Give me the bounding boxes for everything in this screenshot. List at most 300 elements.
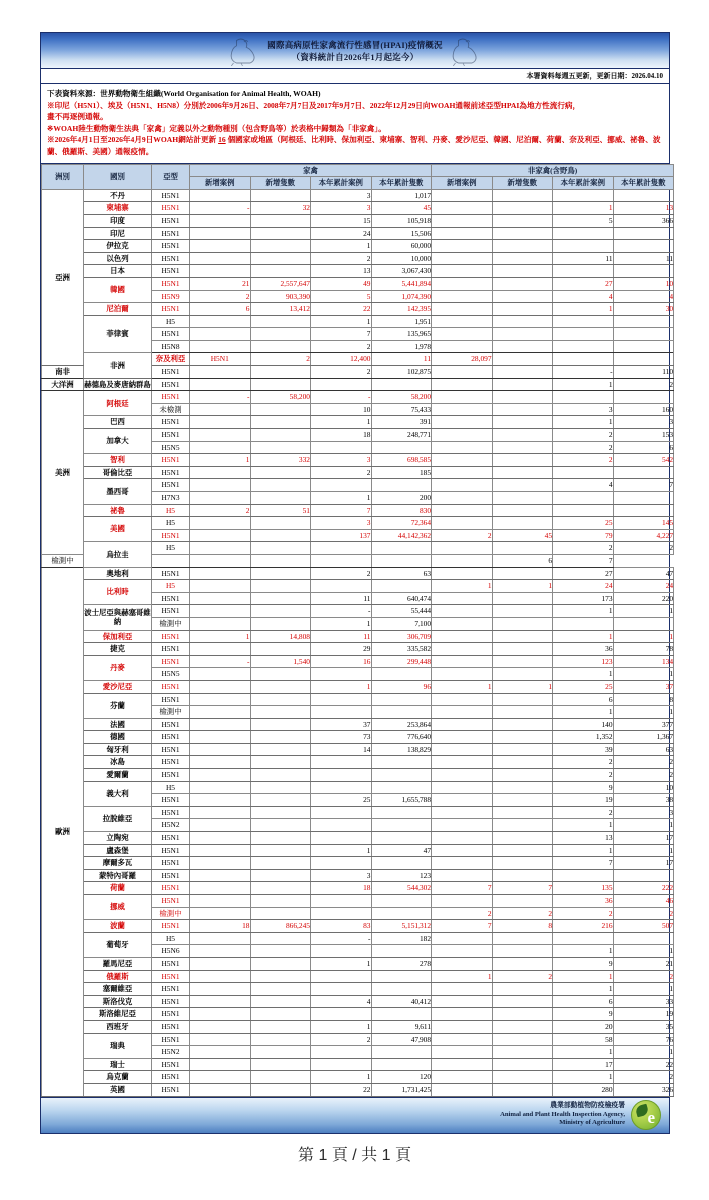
poultry-new-cases-cell — [190, 492, 251, 505]
poultry-new-cases-cell — [190, 1008, 251, 1021]
poultry-ytd-cases-cell — [311, 479, 372, 492]
nonpoultry-new-heads-cell — [492, 643, 553, 656]
poultry-new-cases-cell — [190, 781, 251, 794]
nonpoultry-ytd-heads-cell: 33 — [613, 995, 674, 1008]
poultry-ytd-cases-cell: 10 — [311, 403, 372, 416]
poultry-ytd-cases-cell: 25 — [311, 794, 372, 807]
poultry-ytd-heads-cell: 10,000 — [371, 252, 432, 265]
table-row — [42, 416, 674, 429]
th-wild-ytd-heads: 本年累計隻數 — [613, 177, 674, 190]
table-row — [42, 454, 674, 467]
country-cell: 柬埔寨 — [84, 202, 152, 215]
poultry-new-cases-cell — [190, 983, 251, 996]
nonpoultry-ytd-cases-cell: 1 — [553, 202, 614, 215]
nonpoultry-new-heads-cell — [492, 781, 553, 794]
nonpoultry-ytd-cases-cell: 2 — [553, 806, 614, 819]
table-row — [42, 756, 674, 769]
nonpoultry-new-heads-cell — [492, 743, 553, 756]
country-cell: 匈牙利 — [84, 743, 152, 756]
country-cell: 立陶宛 — [84, 832, 152, 845]
poultry-ytd-cases-cell: 73 — [311, 731, 372, 744]
poultry-new-cases-cell — [190, 328, 251, 341]
poultry-new-heads-cell — [250, 340, 311, 353]
country-cell: 加拿大 — [84, 429, 152, 454]
nonpoultry-new-heads-cell — [492, 340, 553, 353]
nonpoultry-new-cases-cell — [432, 957, 493, 970]
nonpoultry-ytd-cases-cell: 1 — [553, 668, 614, 681]
nonpoultry-new-heads-cell — [492, 303, 553, 316]
nonpoultry-new-cases-cell — [432, 781, 493, 794]
nonpoultry-new-cases-cell: 7 — [432, 920, 493, 933]
nonpoultry-new-heads-cell — [492, 290, 553, 303]
poultry-new-cases-cell: - — [190, 202, 251, 215]
nonpoultry-ytd-cases-cell — [553, 227, 614, 240]
table-row — [42, 202, 674, 215]
nonpoultry-ytd-heads-cell: 7 — [553, 554, 614, 567]
poultry-ytd-cases-cell: 1 — [311, 492, 372, 505]
nonpoultry-new-heads-cell — [492, 1083, 553, 1096]
country-cell: 巴西 — [84, 416, 152, 429]
continent-cell: 歐洲 — [42, 567, 84, 1096]
nonpoultry-new-heads-cell — [492, 189, 553, 202]
country-cell: 烏拉圭 — [84, 542, 152, 567]
nonpoultry-ytd-cases-cell: 140 — [553, 718, 614, 731]
poultry-new-cases-cell — [190, 1046, 251, 1059]
nonpoultry-ytd-cases-cell: 2 — [553, 454, 614, 467]
poultry-ytd-heads-cell: 102,875 — [371, 366, 432, 379]
poultry-new-heads-cell — [250, 492, 311, 505]
hpai-outbreak-table — [41, 164, 674, 1097]
chicken-icon — [221, 36, 267, 66]
subtype-cell: H5N1 — [152, 391, 190, 404]
poultry-new-cases-cell — [190, 416, 251, 429]
table-row — [42, 277, 674, 290]
poultry-ytd-cases-cell: 1 — [311, 844, 372, 857]
nonpoultry-ytd-heads-cell: 1 — [613, 983, 674, 996]
poultry-new-heads-cell — [250, 592, 311, 605]
nonpoultry-new-cases-cell — [432, 895, 493, 908]
subtype-cell: H5N1 — [152, 605, 190, 618]
country-cell: 盧森堡 — [84, 844, 152, 857]
nonpoultry-ytd-heads-cell — [613, 391, 674, 404]
subtype-cell: H5N1 — [152, 202, 190, 215]
subtype-cell: H5 — [152, 932, 190, 945]
poultry-new-cases-cell — [190, 542, 251, 555]
poultry-new-heads-cell — [250, 668, 311, 681]
poultry-ytd-cases-cell — [311, 781, 372, 794]
poultry-new-heads-cell — [250, 517, 311, 530]
table-row — [42, 995, 674, 1008]
poultry-new-cases-cell: - — [190, 391, 251, 404]
subtype-cell: H5N2 — [152, 1046, 190, 1059]
nonpoultry-ytd-cases-cell: 11 — [553, 252, 614, 265]
subtype-cell: H5N9 — [152, 290, 190, 303]
nonpoultry-ytd-heads-cell: 46 — [613, 895, 674, 908]
poultry-ytd-heads-cell — [371, 819, 432, 832]
nonpoultry-new-cases-cell — [432, 1071, 493, 1084]
country-cell: 波蘭 — [84, 920, 152, 933]
nonpoultry-ytd-cases-cell: 1 — [553, 378, 614, 391]
country-cell: 西班牙 — [84, 1020, 152, 1033]
subtype-cell: H5N1 — [152, 227, 190, 240]
nonpoultry-new-cases-cell: 7 — [432, 882, 493, 895]
poultry-ytd-cases-cell — [311, 806, 372, 819]
poultry-new-cases-cell — [190, 429, 251, 442]
table-row — [42, 517, 674, 530]
nonpoultry-ytd-heads-cell: 377 — [613, 718, 674, 731]
poultry-new-cases-cell — [190, 945, 251, 958]
table-row — [42, 869, 674, 882]
poultry-ytd-cases-cell: 24 — [311, 227, 372, 240]
nonpoultry-new-heads-cell — [492, 1020, 553, 1033]
nonpoultry-new-heads-cell — [492, 706, 553, 719]
poultry-ytd-cases-cell — [311, 580, 372, 593]
nonpoultry-new-cases-cell — [432, 806, 493, 819]
nonpoultry-new-cases-cell — [432, 844, 493, 857]
poultry-ytd-heads-cell: 142,395 — [371, 303, 432, 316]
poultry-ytd-heads-cell: 1,017 — [371, 189, 432, 202]
poultry-ytd-heads-cell: 72,364 — [371, 517, 432, 530]
nonpoultry-ytd-cases-cell — [553, 240, 614, 253]
nonpoultry-new-cases-cell — [492, 353, 553, 366]
poultry-ytd-cases-cell — [311, 542, 372, 555]
poultry-ytd-cases-cell: - — [311, 932, 372, 945]
nonpoultry-ytd-cases-cell — [553, 391, 614, 404]
nonpoultry-ytd-cases-cell: 1 — [553, 1046, 614, 1059]
nonpoultry-new-cases-cell: 1 — [432, 580, 493, 593]
nonpoultry-new-cases-cell — [432, 869, 493, 882]
table-row — [42, 655, 674, 668]
subtype-cell: H5N1 — [152, 857, 190, 870]
subtype-cell: H5N1 — [152, 529, 190, 542]
poultry-new-heads-cell — [250, 1033, 311, 1046]
nonpoultry-ytd-heads-cell: 78 — [613, 643, 674, 656]
nonpoultry-new-cases-cell — [432, 932, 493, 945]
nonpoultry-new-cases-cell — [432, 1083, 493, 1096]
poultry-new-heads-cell — [250, 416, 311, 429]
nonpoultry-new-heads-cell — [492, 403, 553, 416]
country-cell: 智利 — [84, 454, 152, 467]
poultry-new-heads-cell — [190, 554, 251, 567]
poultry-new-cases-cell — [190, 189, 251, 202]
country-cell: 阿根廷 — [84, 391, 152, 416]
nonpoultry-new-cases-cell — [432, 328, 493, 341]
poultry-new-heads-cell — [250, 617, 311, 630]
poultry-ytd-cases-cell: 11 — [311, 592, 372, 605]
poultry-ytd-cases-cell: 1 — [311, 957, 372, 970]
poultry-new-cases-cell — [190, 265, 251, 278]
nonpoultry-new-cases-cell — [432, 303, 493, 316]
subtype-cell: H5N1 — [152, 769, 190, 782]
country-cell: 蒙特內哥羅 — [84, 869, 152, 882]
poultry-ytd-cases-cell: 22 — [311, 1083, 372, 1096]
poultry-new-heads-cell — [250, 479, 311, 492]
nonpoultry-new-heads-cell — [492, 605, 553, 618]
poultry-new-heads-cell — [250, 957, 311, 970]
nonpoultry-new-heads-cell — [492, 655, 553, 668]
table-row — [42, 378, 674, 391]
note-update-count-value: 16 — [218, 135, 226, 145]
th-poultry-group: 家禽 — [190, 164, 432, 177]
poultry-new-cases-cell: 21 — [190, 277, 251, 290]
th-poultry-new-cases: 新增案例 — [190, 177, 251, 190]
subtype-cell: H5N1 — [152, 806, 190, 819]
nonpoultry-ytd-cases-cell — [553, 315, 614, 328]
poultry-new-heads-cell — [250, 1020, 311, 1033]
poultry-new-heads-cell — [250, 882, 311, 895]
poultry-ytd-heads-cell: 1,074,390 — [371, 290, 432, 303]
nonpoultry-ytd-heads-cell: 1 — [613, 706, 674, 719]
th-wild-ytd-cases: 本年累計案例 — [553, 177, 614, 190]
subtype-cell: H5 — [152, 315, 190, 328]
table-row — [42, 580, 674, 593]
poultry-new-cases-cell — [190, 592, 251, 605]
country-cell: 拉脫維亞 — [84, 806, 152, 831]
poultry-ytd-heads-cell — [371, 706, 432, 719]
th-poultry-ytd-cases: 本年累計案例 — [311, 177, 372, 190]
subtype-cell: 檢測中 — [152, 706, 190, 719]
poultry-ytd-heads-cell: 105,918 — [371, 214, 432, 227]
nonpoultry-new-cases-cell — [432, 617, 493, 630]
nonpoultry-ytd-heads-cell: 2 — [613, 970, 674, 983]
nonpoultry-new-heads-cell: 2 — [492, 907, 553, 920]
note-update-count — [47, 134, 663, 157]
nonpoultry-new-heads-cell — [492, 479, 553, 492]
poultry-ytd-cases-cell: 2 — [311, 252, 372, 265]
poultry-new-cases-cell — [190, 605, 251, 618]
th-wild-new-heads: 新增隻數 — [492, 177, 553, 190]
poultry-new-heads-cell: 866,245 — [250, 920, 311, 933]
nonpoultry-new-cases-cell — [432, 693, 493, 706]
nonpoultry-ytd-heads-cell: 220 — [613, 592, 674, 605]
poultry-ytd-cases-cell: 16 — [311, 655, 372, 668]
nonpoultry-new-heads-cell — [492, 617, 553, 630]
nonpoultry-new-heads-cell — [492, 630, 553, 643]
subtype-cell: H5 — [152, 504, 190, 517]
poultry-ytd-heads-cell: 1,951 — [371, 315, 432, 328]
table-row — [42, 303, 674, 316]
country-cell: 祕魯 — [84, 504, 152, 517]
poultry-new-heads-cell — [250, 680, 311, 693]
poultry-new-heads-cell — [250, 756, 311, 769]
nonpoultry-ytd-cases-cell: 1 — [553, 819, 614, 832]
poultry-new-heads-cell — [250, 366, 311, 379]
subtype-cell: H7N3 — [152, 492, 190, 505]
nonpoultry-new-cases-cell — [432, 605, 493, 618]
poultry-new-heads-cell — [250, 869, 311, 882]
poultry-new-cases-cell — [190, 932, 251, 945]
country-cell: 俄羅斯 — [84, 970, 152, 983]
country-cell: 摩爾多瓦 — [84, 857, 152, 870]
nonpoultry-ytd-heads-cell: 17 — [613, 832, 674, 845]
nonpoultry-ytd-heads-cell: 22 — [613, 1058, 674, 1071]
nonpoultry-ytd-heads-cell: 134 — [613, 655, 674, 668]
poultry-new-heads-cell — [250, 945, 311, 958]
country-cell: 愛沙尼亞 — [84, 680, 152, 693]
poultry-new-heads-cell: 332 — [250, 454, 311, 467]
table-row — [42, 1058, 674, 1071]
nonpoultry-new-cases-cell — [432, 1008, 493, 1021]
nonpoultry-ytd-heads-cell: 326 — [613, 1083, 674, 1096]
poultry-new-cases-cell — [190, 693, 251, 706]
poultry-ytd-heads-cell — [371, 756, 432, 769]
poultry-ytd-cases-cell: 1 — [311, 680, 372, 693]
nonpoultry-new-heads-cell — [492, 454, 553, 467]
subtype-cell: H5N1 — [152, 466, 190, 479]
nonpoultry-new-cases-cell: 2 — [432, 907, 493, 920]
poultry-ytd-heads-cell: 75,433 — [371, 403, 432, 416]
poultry-new-heads-cell — [250, 781, 311, 794]
subtype-cell: H5N1 — [152, 265, 190, 278]
country-cell: 伊拉克 — [84, 240, 152, 253]
nonpoultry-ytd-cases-cell: 1 — [553, 844, 614, 857]
nonpoultry-ytd-cases-cell: 2 — [553, 756, 614, 769]
nonpoultry-new-heads-cell — [492, 441, 553, 454]
nonpoultry-ytd-heads-cell: 2 — [613, 769, 674, 782]
subtype-cell: H5N5 — [152, 668, 190, 681]
table-row — [42, 1083, 674, 1096]
subtype-cell: H5N1 — [152, 731, 190, 744]
table-row — [42, 466, 674, 479]
nonpoultry-ytd-cases-cell: 3 — [553, 403, 614, 416]
nonpoultry-ytd-heads-cell — [613, 340, 674, 353]
nonpoultry-ytd-heads-cell: 10 — [613, 781, 674, 794]
poultry-ytd-heads-cell — [371, 479, 432, 492]
nonpoultry-new-heads-cell — [492, 328, 553, 341]
poultry-new-cases-cell — [190, 567, 251, 580]
country-cell: 愛爾蘭 — [84, 769, 152, 782]
nonpoultry-new-heads-cell — [492, 240, 553, 253]
poultry-new-cases-cell — [190, 819, 251, 832]
nonpoultry-new-cases-cell — [432, 202, 493, 215]
poultry-ytd-cases-cell: 49 — [311, 277, 372, 290]
country-cell: 義大利 — [84, 781, 152, 806]
nonpoultry-new-heads-cell — [432, 554, 493, 567]
country-cell: 英國 — [84, 1083, 152, 1096]
poultry-ytd-cases-cell: 5 — [311, 290, 372, 303]
nonpoultry-new-cases-cell — [432, 265, 493, 278]
subtype-cell: H5N1 — [190, 353, 251, 366]
poultry-ytd-heads-cell — [371, 693, 432, 706]
poultry-ytd-cases-cell — [311, 1008, 372, 1021]
poultry-ytd-cases-cell — [311, 970, 372, 983]
poultry-new-heads-cell — [250, 995, 311, 1008]
subtype-cell: H5N1 — [152, 429, 190, 442]
country-cell: 不丹 — [84, 189, 152, 202]
nonpoultry-ytd-cases-cell: 1 — [553, 945, 614, 958]
nonpoultry-ytd-cases-cell: 7 — [553, 857, 614, 870]
poultry-new-cases-cell: 1 — [190, 454, 251, 467]
poultry-ytd-cases-cell: 2 — [311, 1033, 372, 1046]
poultry-new-heads-cell — [250, 643, 311, 656]
subtype-cell: H5N2 — [152, 819, 190, 832]
poultry-new-cases-cell — [190, 756, 251, 769]
subtype-cell: H5N1 — [152, 1058, 190, 1071]
nonpoultry-new-heads-cell — [492, 214, 553, 227]
table-row — [42, 189, 674, 202]
table-row — [42, 1033, 674, 1046]
poultry-ytd-cases-cell — [311, 706, 372, 719]
nonpoultry-new-cases-cell — [432, 769, 493, 782]
table-row — [42, 429, 674, 442]
subtype-cell: H5N1 — [152, 240, 190, 253]
nonpoultry-new-heads-cell — [492, 857, 553, 870]
agency-name-en-2: Ministry of Agriculture — [559, 1119, 625, 1127]
country-cell: 奈及利亞 — [152, 353, 190, 366]
nonpoultry-new-cases-cell — [371, 554, 432, 567]
poultry-new-heads-cell — [250, 227, 311, 240]
poultry-new-heads-cell — [250, 895, 311, 908]
nonpoultry-ytd-cases-cell: - — [553, 366, 614, 379]
subtype-cell: H5N1 — [152, 1008, 190, 1021]
country-cell: 保加利亞 — [84, 630, 152, 643]
note-endemic-2: 畫不再逐例通報。 — [47, 112, 108, 122]
subtype-cell: H5N1 — [152, 214, 190, 227]
country-cell: 荷蘭 — [84, 882, 152, 895]
nonpoultry-new-heads-cell — [492, 806, 553, 819]
poultry-ytd-cases-cell: 7 — [311, 504, 372, 517]
country-cell: 斯洛伐克 — [84, 995, 152, 1008]
nonpoultry-new-cases-cell — [432, 567, 493, 580]
poultry-new-heads-cell: 13,412 — [250, 303, 311, 316]
table-row — [42, 832, 674, 845]
poultry-ytd-heads-cell: 200 — [371, 492, 432, 505]
poultry-new-cases-cell — [190, 479, 251, 492]
poultry-new-cases-cell — [190, 844, 251, 857]
subtype-cell: H5N1 — [152, 680, 190, 693]
nonpoultry-new-heads-cell — [492, 718, 553, 731]
table-row — [42, 1020, 674, 1033]
subtype-cell: H5N1 — [152, 718, 190, 731]
nonpoultry-new-heads-cell — [492, 869, 553, 882]
nonpoultry-new-cases-cell — [432, 454, 493, 467]
nonpoultry-ytd-cases-cell: 2 — [553, 542, 614, 555]
poultry-ytd-heads-cell: 253,864 — [371, 718, 432, 731]
table-row — [42, 743, 674, 756]
poultry-ytd-heads-cell — [371, 580, 432, 593]
poultry-new-cases-cell — [190, 794, 251, 807]
poultry-new-heads-cell — [250, 542, 311, 555]
nonpoultry-ytd-heads-cell: 19 — [613, 1008, 674, 1021]
nonpoultry-ytd-cases-cell: 27 — [553, 277, 614, 290]
chicken-icon-2 — [443, 36, 489, 66]
note-update-pre: ※2026年4月1日至2026年4月9日WOAH網站計更新 — [47, 135, 219, 145]
poultry-new-cases-cell — [190, 403, 251, 416]
nonpoultry-ytd-cases-cell — [553, 869, 614, 882]
nonpoultry-ytd-heads-cell: 24 — [613, 580, 674, 593]
poultry-ytd-heads-cell: 40,412 — [371, 995, 432, 1008]
nonpoultry-new-cases-cell — [432, 517, 493, 530]
poultry-ytd-cases-cell — [311, 441, 372, 454]
table-row — [42, 353, 674, 366]
nonpoultry-ytd-cases-cell: 19 — [553, 794, 614, 807]
poultry-new-heads-cell: 12,400 — [311, 353, 372, 366]
subtype-cell: H5 — [152, 542, 190, 555]
nonpoultry-ytd-heads-cell: 145 — [613, 517, 674, 530]
poultry-new-heads-cell — [250, 240, 311, 253]
nonpoultry-new-heads-cell — [492, 1071, 553, 1084]
nonpoultry-ytd-heads-cell: 2 — [613, 1071, 674, 1084]
nonpoultry-ytd-heads-cell: 13 — [613, 202, 674, 215]
poultry-new-heads-cell — [250, 441, 311, 454]
country-cell: 烏克蘭 — [84, 1071, 152, 1084]
table-row — [42, 315, 674, 328]
nonpoultry-new-cases-cell — [432, 315, 493, 328]
poultry-ytd-heads-cell: 185 — [371, 466, 432, 479]
country-cell: 比利時 — [84, 580, 152, 605]
nonpoultry-ytd-cases-cell — [553, 265, 614, 278]
poultry-new-heads-cell — [250, 429, 311, 442]
